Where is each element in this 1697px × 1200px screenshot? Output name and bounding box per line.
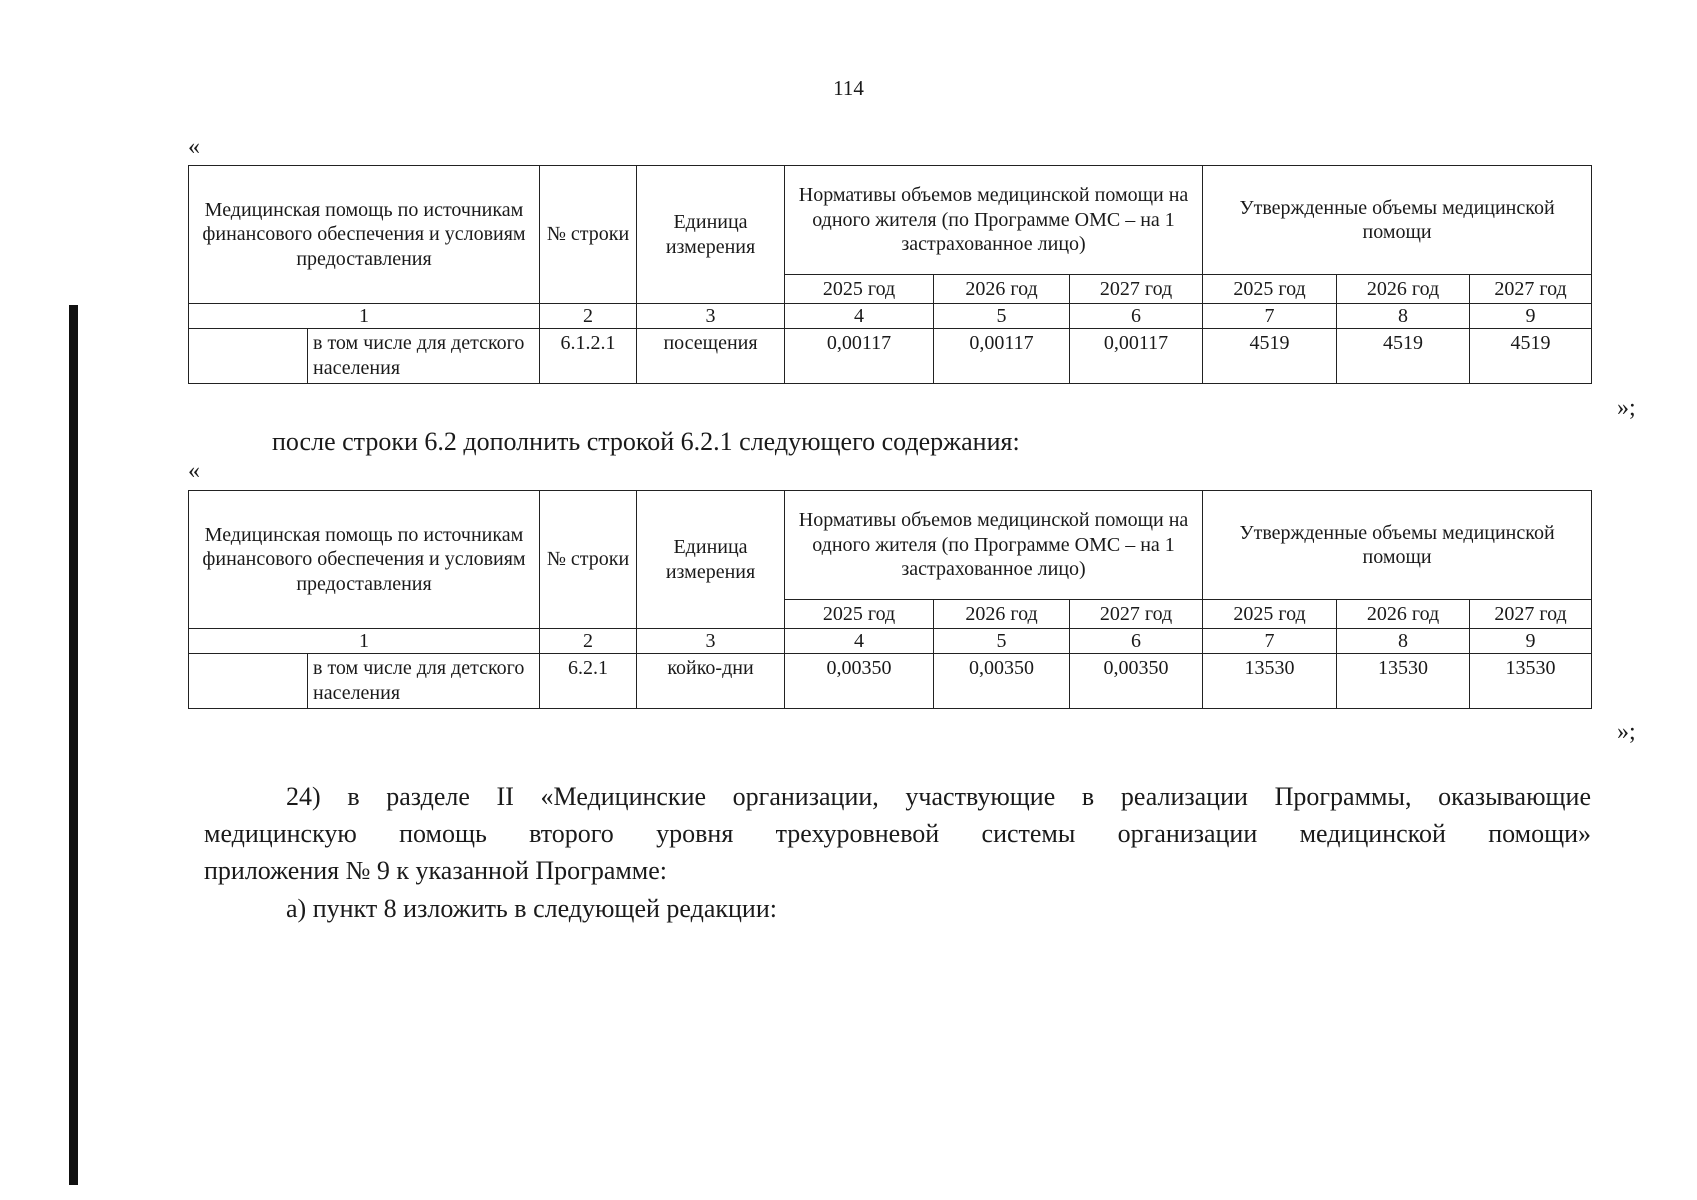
norms-table-1	[188, 165, 1592, 384]
header-year: 2025 год	[1203, 275, 1337, 304]
header-year: 2026 год	[934, 275, 1070, 304]
norms-table-2	[188, 490, 1592, 709]
row-label: в том числе для детского населения	[308, 654, 540, 709]
margin-binding-rule	[69, 305, 78, 1185]
header-row-number: № строки	[540, 166, 637, 304]
item-24-line-3: приложения № 9 к указанной Программе:	[204, 856, 668, 885]
row-number: 6.2.1	[540, 654, 637, 709]
row-unit: посещения	[637, 329, 785, 384]
header-row-number: № строки	[540, 491, 637, 629]
column-index: 5	[934, 304, 1070, 329]
value-cell: 4519	[1203, 329, 1337, 384]
row-unit: койко-дни	[637, 654, 785, 709]
column-index: 8	[1337, 629, 1470, 654]
header-unit: Единица измерения	[637, 491, 785, 629]
header-year: 2025 год	[785, 600, 934, 629]
column-index: 1	[189, 629, 540, 654]
column-index: 4	[785, 304, 934, 329]
header-year: 2026 год	[934, 600, 1070, 629]
header-norms: Нормативы объемов медицинской помощи на одного жителя (по Программе ОМС – на 1 застрахованное лицо)	[785, 491, 1203, 600]
column-index: 7	[1203, 304, 1337, 329]
column-index: 4	[785, 629, 934, 654]
header-year: 2026 год	[1337, 275, 1470, 304]
page-number: 114	[833, 76, 864, 100]
value-cell: 13530	[1337, 654, 1470, 709]
column-index: 3	[637, 304, 785, 329]
header-year: 2027 год	[1070, 275, 1203, 304]
item-24-sub-a: а) пункт 8 изложить в следующей редакции:	[286, 894, 777, 923]
value-cell: 4519	[1337, 329, 1470, 384]
instruction-line: после строки 6.2 дополнить строкой 6.2.1 следующего содержания:	[272, 427, 1020, 456]
column-index: 6	[1070, 629, 1203, 654]
column-index: 5	[934, 629, 1070, 654]
header-year: 2027 год	[1470, 600, 1592, 629]
column-index: 2	[540, 629, 637, 654]
value-cell: 0,00350	[1070, 654, 1203, 709]
value-cell: 13530	[1203, 654, 1337, 709]
item-24-line-1: 24) в разделе II «Медицинские организации, участвующие в реализации Программы, оказывающие	[286, 782, 1591, 811]
item-24-line-2: медицинскую помощь второго уровня трехуровневой системы организации медицинской помощи»	[204, 819, 1591, 848]
column-index: 1	[189, 304, 540, 329]
column-index: 7	[1203, 629, 1337, 654]
column-index: 8	[1337, 304, 1470, 329]
value-cell: 13530	[1470, 654, 1592, 709]
open-quote-2: «	[188, 458, 200, 484]
table-row	[189, 329, 1592, 384]
column-index: 3	[637, 629, 785, 654]
header-unit: Единица измерения	[637, 166, 785, 304]
value-cell: 0,00350	[785, 654, 934, 709]
open-quote-1: «	[188, 134, 200, 160]
header-year: 2025 год	[785, 275, 934, 304]
header-care-source: Медицинская помощь по источникам финансового обеспечения и условиям предоставления	[189, 491, 540, 629]
value-cell: 0,00117	[1070, 329, 1203, 384]
value-cell: 0,00117	[934, 329, 1070, 384]
empty-cell	[189, 329, 308, 384]
row-number: 6.1.2.1	[540, 329, 637, 384]
close-quote-1: »;	[1617, 395, 1636, 421]
header-year: 2027 год	[1070, 600, 1203, 629]
column-index: 9	[1470, 304, 1592, 329]
column-index: 9	[1470, 629, 1592, 654]
header-norms: Нормативы объемов медицинской помощи на одного жителя (по Программе ОМС – на 1 застрахованное лицо)	[785, 166, 1203, 275]
value-cell: 0,00350	[934, 654, 1070, 709]
table-row	[189, 654, 1592, 709]
row-label: в том числе для детского населения	[308, 329, 540, 384]
value-cell: 4519	[1470, 329, 1592, 384]
header-year: 2025 год	[1203, 600, 1337, 629]
close-quote-2: »;	[1617, 719, 1636, 745]
empty-cell	[189, 654, 308, 709]
header-approved-volumes: Утвержденные объемы медицинской помощи	[1203, 491, 1592, 600]
header-approved-volumes: Утвержденные объемы медицинской помощи	[1203, 166, 1592, 275]
column-index: 2	[540, 304, 637, 329]
header-year: 2027 год	[1470, 275, 1592, 304]
value-cell: 0,00117	[785, 329, 934, 384]
column-index: 6	[1070, 304, 1203, 329]
header-care-source: Медицинская помощь по источникам финансового обеспечения и условиям предоставления	[189, 166, 540, 304]
header-year: 2026 год	[1337, 600, 1470, 629]
